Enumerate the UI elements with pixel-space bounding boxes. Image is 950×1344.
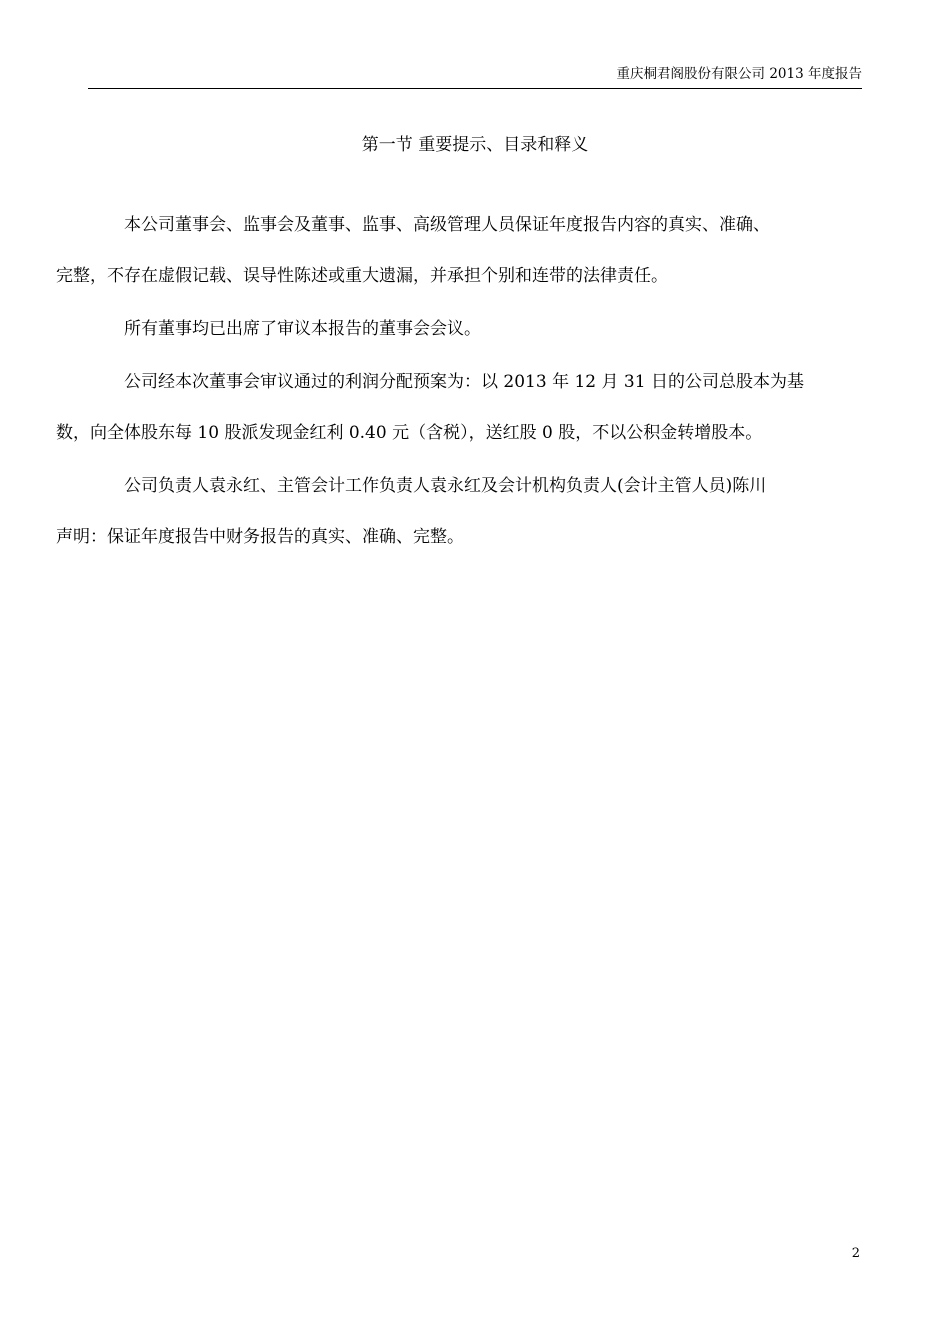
header-title: 重庆桐君阁股份有限公司 2013 年度报告: [616, 66, 862, 82]
paragraph-financial-report-statement: [56, 469, 860, 555]
paragraph-line: 公司负责人袁永红、主管会计工作负责人袁永红及会计机构负责人(会计主管人员)陈川: [124, 476, 767, 496]
paragraph-line: 公司经本次董事会审议通过的利润分配预案为：以 2013 年 12 月 31 日的公司总股本为基: [124, 372, 804, 392]
paragraph-line: 完整，不存在虚假记载、误导性陈述或重大遗漏，并承担个别和连带的法律责任。: [56, 266, 668, 286]
page-number: 2: [851, 1246, 860, 1261]
paragraph-directors-attendance: [90, 312, 860, 347]
paragraph-responsibility-statement: [56, 208, 860, 294]
body-text: [56, 208, 860, 573]
paragraph-line: 数，向全体股东每 10 股派发现金红利 0.40 元（含税），送红股 0 股，不以公积金转增股本。: [56, 423, 763, 443]
section-title: 第一节 重要提示、目录和释义: [361, 135, 589, 155]
paragraph-line: 声明：保证年度报告中财务报告的真实、准确、完整。: [56, 527, 464, 547]
page-header: [88, 64, 862, 89]
paragraph-line: 本公司董事会、监事会及董事、监事、高级管理人员保证年度报告内容的真实、准确、: [124, 215, 770, 235]
paragraph-line: 所有董事均已出席了审议本报告的董事会会议。: [124, 319, 481, 339]
paragraph-profit-distribution: [56, 365, 860, 451]
